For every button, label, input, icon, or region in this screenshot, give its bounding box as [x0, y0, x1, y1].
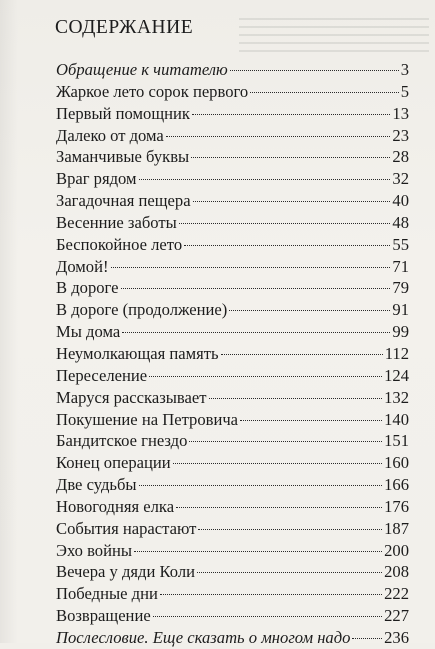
toc-entry-page: 200 — [384, 540, 409, 560]
toc-heading: СОДЕРЖАНИЕ — [55, 17, 194, 38]
toc-entry-title: Новогодняя елка — [56, 496, 175, 516]
toc-dot-leader — [179, 223, 391, 224]
toc-entry-title: Первый помощник — [56, 103, 190, 123]
toc-entry — [56, 387, 409, 409]
toc-entry-page: 160 — [384, 453, 409, 473]
toc-dot-leader — [209, 398, 383, 399]
page-fold-shadow — [0, 0, 18, 643]
toc-entry-page: 222 — [384, 584, 409, 604]
toc-entry-page: 91 — [392, 300, 409, 320]
toc-entry-page: 176 — [384, 496, 409, 516]
toc-entry-page: 13 — [392, 103, 409, 123]
toc-entry — [56, 474, 409, 496]
toc-entry-title: Конец операции — [56, 453, 171, 473]
toc-entry — [56, 299, 409, 321]
toc-entry — [56, 561, 409, 583]
toc-dot-leader — [176, 507, 382, 508]
toc-entry — [56, 583, 409, 605]
toc-entry-page: 208 — [384, 562, 409, 582]
toc-dot-leader — [173, 463, 382, 464]
toc-dot-leader — [230, 70, 399, 71]
toc-dot-leader — [189, 441, 382, 442]
toc-entry — [56, 59, 409, 81]
toc-entry-title: Победные дни — [56, 584, 158, 604]
toc-entry-title: Переселение — [56, 365, 148, 385]
toc-entry-title: В дороге — [56, 278, 119, 298]
toc-dot-leader — [229, 310, 390, 311]
toc-entry-page: 23 — [392, 125, 409, 145]
toc-entry — [56, 81, 409, 103]
toc-entry-page: 55 — [392, 234, 409, 254]
toc-entry — [56, 343, 409, 365]
toc-entry-title: Маруся рассказывает — [56, 387, 207, 407]
toc-entry — [56, 365, 409, 387]
toc-entry — [56, 256, 409, 278]
toc-entry-page: 236 — [384, 627, 409, 647]
toc-dot-leader — [198, 529, 382, 530]
toc-entry-title: Враг рядом — [56, 169, 137, 189]
toc-entry-page: 99 — [392, 322, 409, 342]
toc-entry-page: 112 — [384, 343, 409, 363]
toc-dot-leader — [240, 420, 382, 421]
toc-entry-page: 132 — [384, 387, 409, 407]
toc-dot-leader — [197, 572, 382, 573]
toc-entry-title: Беспокойное лето — [56, 234, 183, 254]
toc-dot-leader — [139, 179, 391, 180]
toc-entry-page: 166 — [384, 475, 409, 495]
toc-entry-page: 48 — [392, 212, 409, 232]
toc-entry-title: Домой! — [56, 256, 109, 276]
toc-entry — [56, 605, 409, 627]
toc-entry-title: События нарастают — [56, 518, 197, 538]
toc-entry-title: Обращение к читателю — [56, 60, 228, 79]
toc-entry-title: Бандитское гнездо — [56, 431, 188, 451]
toc-entry-title: Далеко от дома — [56, 125, 164, 145]
toc-entry — [56, 234, 409, 256]
toc-list — [56, 59, 409, 649]
toc-entry-page: 71 — [392, 256, 409, 276]
toc-entry — [56, 103, 409, 125]
toc-dot-leader — [121, 288, 391, 289]
toc-dot-leader — [352, 638, 382, 639]
toc-dot-leader — [166, 136, 391, 137]
toc-entry — [56, 125, 409, 147]
toc-entry-page: 187 — [384, 518, 409, 538]
toc-dot-leader — [184, 245, 390, 246]
toc-entry — [56, 452, 409, 474]
toc-entry — [56, 190, 409, 212]
toc-entry-title: Заманчивые буквы — [56, 147, 190, 167]
toc-dot-leader — [149, 376, 382, 377]
toc-dot-leader — [111, 267, 391, 268]
toc-dot-leader — [153, 616, 382, 617]
toc-entry-title: Покушение на Петровича — [56, 409, 239, 429]
toc-entry-page: 28 — [392, 147, 409, 167]
toc-entry-page: 32 — [392, 169, 409, 189]
toc-dot-leader — [221, 354, 383, 355]
toc-entry-page: 5 — [400, 81, 409, 101]
toc-entry-title: Послесловие. Еще сказать о многом надо — [56, 627, 351, 647]
toc-dot-leader — [193, 201, 391, 202]
toc-entry-page: 140 — [384, 409, 409, 429]
toc-entry-title: В дороге (продолжение) — [56, 300, 228, 320]
toc-dot-leader — [160, 594, 382, 595]
toc-entry — [56, 496, 409, 518]
toc-entry-title: Вечера у дяди Коли — [56, 562, 196, 582]
toc-entry-title: Возвращение — [56, 606, 151, 626]
toc-entry-title: Две судьбы — [56, 475, 137, 495]
toc-entry — [56, 321, 409, 343]
toc-entry — [56, 409, 409, 431]
toc-entry — [56, 540, 409, 562]
toc-entry-title: Весенние заботы — [56, 212, 177, 232]
toc-entry-page: 124 — [384, 365, 409, 385]
toc-entry — [56, 627, 409, 649]
toc-entry-page: 3 — [400, 60, 409, 79]
toc-entry — [56, 518, 409, 540]
toc-entry — [56, 146, 409, 168]
toc-entry — [56, 168, 409, 190]
toc-dot-leader — [192, 114, 390, 115]
toc-entry-title: Мы дома — [56, 322, 121, 342]
toc-entry-page: 79 — [392, 278, 409, 298]
toc-dot-leader — [134, 551, 382, 552]
toc-dot-leader — [122, 332, 390, 333]
toc-entry-title: Эхо войны — [56, 540, 132, 560]
toc-entry-title: Жаркое лето сорок первого — [56, 81, 249, 101]
toc-entry-page: 40 — [392, 191, 409, 211]
toc-entry-page: 151 — [384, 431, 409, 451]
toc-entry — [56, 277, 409, 299]
toc-entry — [56, 430, 409, 452]
toc-entry — [56, 212, 409, 234]
toc-entry-title: Неумолкающая память — [56, 343, 219, 363]
toc-entry-page: 227 — [384, 606, 409, 626]
toc-dot-leader — [250, 92, 399, 93]
toc-dot-leader — [191, 157, 390, 158]
toc-dot-leader — [139, 485, 383, 486]
toc-entry-title: Загадочная пещера — [56, 191, 191, 211]
